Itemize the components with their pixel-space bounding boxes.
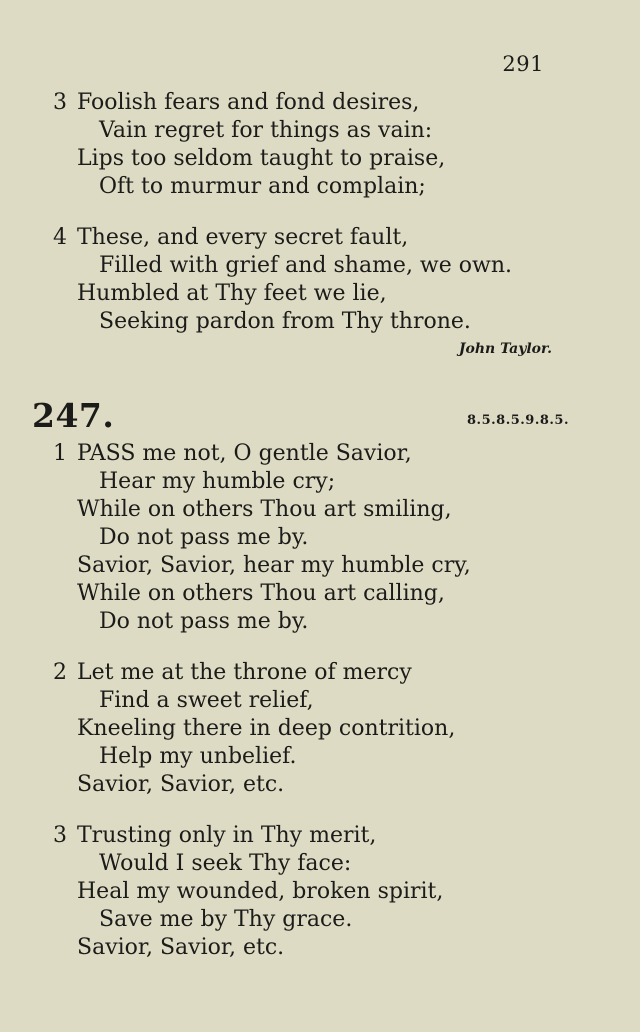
verse-line: While on others Thou art calling, — [77, 581, 445, 606]
page-number: 291 — [502, 52, 544, 76]
verse-number: 3 — [53, 90, 67, 115]
verse-line: Filled with grief and shame, we own. — [99, 253, 513, 278]
verse-line: While on others Thou art smiling, — [77, 497, 452, 522]
verse-line: Save me by Thy grace. — [99, 907, 353, 932]
verse-line: Kneeling there in deep contrition, — [77, 716, 456, 741]
verse-line: Foolish fears and fond desires, — [77, 90, 420, 115]
hymn-number: 247. — [32, 396, 115, 435]
verse-line: Heal my wounded, broken spirit, — [77, 879, 444, 904]
meter: 8.5.8.5.9.8.5. — [467, 413, 569, 428]
author-attribution: John Taylor. — [458, 341, 552, 357]
verse-line: Let me at the throne of mercy — [77, 660, 412, 685]
verse-line: Would I seek Thy face: — [99, 851, 352, 876]
verse-number: 4 — [53, 225, 67, 250]
verse-line: Humbled at Thy feet we lie, — [77, 281, 387, 306]
verse-line: PASS me not, O gentle Savior, — [77, 441, 412, 466]
verse-line: Trusting only in Thy merit, — [77, 823, 377, 848]
verse-line: Find a sweet relief, — [99, 688, 314, 713]
verse-line: Oft to murmur and complain; — [99, 174, 426, 199]
verse-number: 2 — [53, 660, 67, 685]
verse-line: Seeking pardon from Thy throne. — [99, 309, 471, 334]
verse-line: Savior, Savior, etc. — [77, 935, 285, 960]
verse-line: Savior, Savior, hear my humble cry, — [77, 553, 471, 578]
verse-line: Do not pass me by. — [99, 609, 309, 634]
verse-line: Vain regret for things as vain: — [99, 118, 433, 143]
verse-line: Hear my humble cry; — [99, 469, 336, 494]
verse-line: Savior, Savior, etc. — [77, 772, 285, 797]
verse-number: 1 — [53, 441, 67, 466]
verse-number: 3 — [53, 823, 67, 848]
verse-line: Help my unbelief. — [99, 744, 297, 769]
verse-line: Do not pass me by. — [99, 525, 309, 550]
verse-line: These, and every secret fault, — [77, 225, 409, 250]
verse-line: Lips too seldom taught to praise, — [77, 146, 446, 171]
